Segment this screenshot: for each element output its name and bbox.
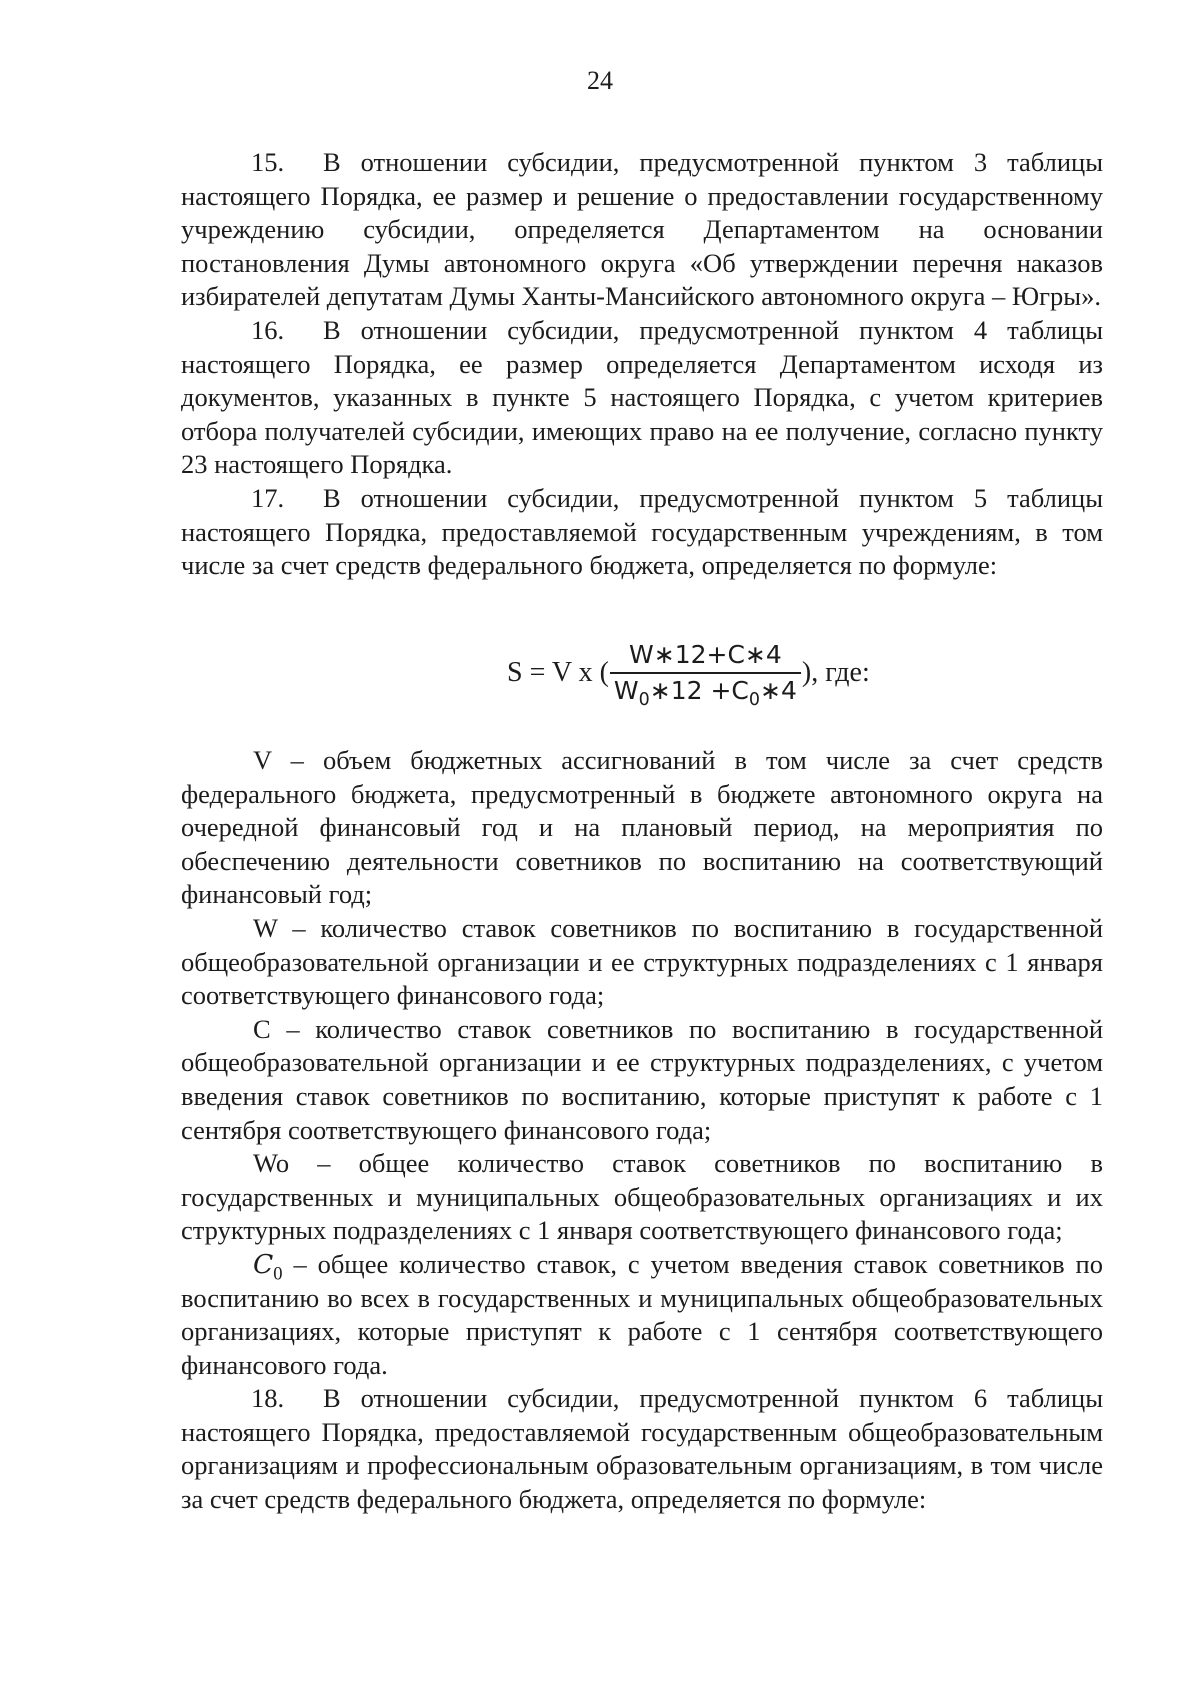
paragraph-16 xyxy=(181,314,1103,482)
formula-lhs: S = V x ( xyxy=(507,657,609,688)
item-number-16: 16. xyxy=(251,314,285,345)
co-subscript: 0 xyxy=(273,1263,283,1285)
lower-text-block xyxy=(181,744,1103,1517)
denom-mid: ∗12 +C xyxy=(649,676,749,705)
upper-text-block xyxy=(181,146,1103,583)
formula-fraction xyxy=(610,639,801,710)
item-number-15: 15. xyxy=(251,147,285,177)
item-number-17: 17. xyxy=(251,482,285,513)
definition-v: V – объем бюджетных ассигнований в том числе за счет средств федерального бюджета, предусмотренный в бюджете автономного округа на очередной финансовый год и на плановый период, на мероприятия по обеспечению деятельности советников по воспитанию на соответствующий финансовый год; xyxy=(181,745,1103,910)
formula-denominator xyxy=(610,672,801,710)
definition-co-text: – общее количество ставок, с учетом введения ставок советников по воспитанию во всех в государственных и муниципальных общеобразовательных организациях, которые приступят к работе с 1 сентября соответствующего финансового года. xyxy=(181,1248,1103,1380)
page-number: 24 xyxy=(587,66,613,95)
denom-c-subscript: 0 xyxy=(748,690,761,710)
paragraph-18-text: В отношении субсидии, предусмотренной пунктом 6 таблицы настоящего Порядка, предоставляемой государственным общеобразовательным организациям и профессиональным образовательным организациям, в том числе за счет средств федерального бюджета, определяется по формуле: xyxy=(181,1383,1103,1515)
subsidy-formula xyxy=(507,633,870,713)
definition-co xyxy=(181,1248,1103,1382)
denom-end: ∗4 xyxy=(760,676,797,705)
item-number-18: 18. xyxy=(251,1383,285,1414)
denom-w-subscript: 0 xyxy=(638,690,650,710)
formula-rhs: ), где: xyxy=(801,657,870,688)
co-symbol: C xyxy=(253,1248,274,1280)
paragraph-18 xyxy=(181,1382,1103,1516)
definition-wo: Wo – общее количество ставок советников по воспитанию в государственных и муниципальных общеобразовательных организациях и их структурных подразделениях с 1 января соответствующего финансового года; xyxy=(181,1148,1103,1246)
paragraph-17 xyxy=(181,482,1103,583)
formula-numerator: W∗12+C∗4 xyxy=(629,640,782,669)
definition-w: W – количество ставок советников по воспитанию в государственной общеобразовательной организации и ее структурных подразделениях с 1 января соответствующего финансового года; xyxy=(181,912,1103,1011)
paragraph-17-text: В отношении субсидии, предусмотренной пунктом 5 таблицы настоящего Порядка, предоставляемой государственным учреждениям, в том числе за счет средств федерального бюджета, определяется по формуле: xyxy=(181,482,1103,581)
paragraph-16-text: В отношении субсидии, предусмотренной пунктом 4 таблицы настоящего Порядка, ее размер определяется Департаментом исходя из документов, указанных в пункте 5 настоящего Порядка, с учетом критериев отбора получателей субсидии, имеющих право на ее получение, согласно пункту 23 настоящего Порядка. xyxy=(181,314,1103,480)
denom-w: W xyxy=(613,676,639,705)
paragraph-15-text: В отношении субсидии, предусмотренной пунктом 3 таблицы настоящего Порядка, ее размер и решение о предоставлении государственному учреждению субсидии, определяется Департаментом на основании постановления Думы автономного округа «Об утверждении перечня наказов избирателей депутатам Думы Ханты-Мансийского автономного округа – Югры». xyxy=(181,147,1103,312)
definition-c: С – количество ставок советников по воспитанию в государственной общеобразовательной организации и ее структурных подразделениях, с учетом введения ставок советников по воспитанию, которые приступят к работе с 1 сентября соответствующего финансового года; xyxy=(181,1013,1103,1145)
paragraph-15 xyxy=(181,146,1103,314)
